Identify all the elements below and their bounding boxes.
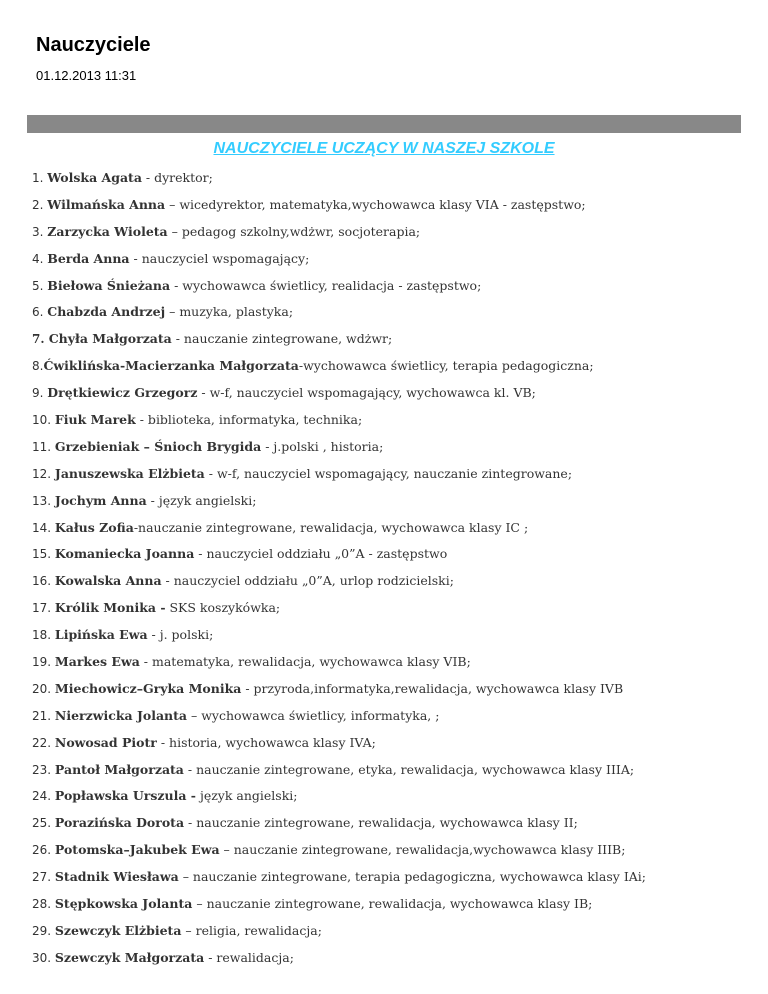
teacher-number: 1. bbox=[32, 171, 48, 185]
teacher-name: Chabzda Andrzej bbox=[47, 304, 166, 320]
teacher-item bbox=[32, 703, 752, 730]
teacher-item bbox=[32, 246, 752, 273]
teacher-number: 23. bbox=[32, 762, 55, 777]
teacher-item bbox=[32, 353, 752, 380]
teacher-name: Januszewska Elżbieta bbox=[54, 465, 205, 481]
teacher-item bbox=[32, 192, 752, 219]
teacher-role: - wychowawca świetlicy, realidacja - zastępstwo; bbox=[170, 277, 482, 293]
teacher-name: Stępkowska Jolanta bbox=[54, 896, 193, 912]
teacher-name: Wolska Agata bbox=[47, 170, 142, 185]
teacher-number: 30. bbox=[32, 950, 55, 965]
teacher-item bbox=[32, 380, 752, 407]
teacher-number: 5. bbox=[32, 278, 48, 293]
teacher-name: Markes Ewa bbox=[54, 654, 140, 670]
teacher-role: - nauczyciel oddziału „0”A, urlop rodzicielski; bbox=[161, 573, 454, 589]
teacher-item bbox=[32, 622, 752, 649]
teacher-number: 28. bbox=[32, 897, 55, 912]
teacher-item bbox=[32, 541, 752, 568]
teacher-name: Biełowa Śnieżana bbox=[47, 277, 171, 293]
teacher-role: – nauczanie zintegrowane, rewalidacja, wychowawca klasy IB; bbox=[192, 896, 593, 912]
teacher-item bbox=[32, 407, 752, 434]
divider-bar bbox=[27, 115, 741, 133]
teacher-item bbox=[32, 837, 752, 864]
teacher-number: 20. bbox=[32, 681, 55, 696]
publish-date: 01.12.2013 11:31 bbox=[36, 68, 137, 83]
teacher-role: – pedagog szkolny,wdżwr, socjoterapia; bbox=[167, 223, 421, 239]
teacher-item bbox=[32, 783, 752, 810]
teacher-item bbox=[32, 864, 752, 891]
teacher-number: 4. bbox=[32, 251, 48, 266]
teacher-role: - nauczyciel oddziału „0”A - zastępstwo bbox=[194, 546, 448, 562]
teacher-role: – wychowawca świetlicy, informatyka, ; bbox=[187, 707, 440, 723]
teacher-name: Komaniecka Joanna bbox=[54, 546, 195, 562]
teacher-name: Potomska–Jakubek Ewa bbox=[54, 842, 220, 858]
teacher-number: 10. bbox=[32, 413, 55, 428]
teacher-item bbox=[32, 918, 752, 945]
teacher-number: 2. bbox=[32, 197, 48, 212]
teacher-name: Nierzwicka Jolanta bbox=[54, 707, 188, 723]
section-heading: NAUCZYCIELE UCZĄCY W NASZEJ SZKOLE bbox=[213, 140, 555, 157]
teacher-item bbox=[32, 165, 752, 192]
teacher-item bbox=[32, 219, 752, 246]
teacher-role: - matematyka, rewalidacja, wychowawca klasy VIB; bbox=[139, 654, 471, 670]
teacher-number: 18. bbox=[32, 628, 55, 643]
teacher-role: – nauczanie zintegrowane, terapia pedagogiczna, wychowawca klasy IAi; bbox=[178, 869, 647, 885]
teacher-name: Ćwiklińska-Macierzanka Małgorzata bbox=[43, 358, 299, 374]
teacher-name: Grzebieniak – Śnioch Brygida bbox=[54, 438, 262, 454]
teacher-name: Nowosad Piotr bbox=[54, 734, 157, 750]
teacher-role: - nauczanie zintegrowane, etyka, rewalidacja, wychowawca klasy IIIA; bbox=[183, 761, 635, 777]
teacher-item bbox=[32, 757, 752, 784]
teacher-number: 24. bbox=[32, 789, 55, 804]
teacher-number: 17. bbox=[32, 601, 55, 616]
teacher-role: – nauczanie zintegrowane, rewalidacja,wychowawca klasy IIIB; bbox=[219, 842, 626, 858]
teacher-number: 26. bbox=[32, 843, 55, 858]
teacher-item bbox=[32, 434, 752, 461]
teacher-name: Pantoł Małgorzata bbox=[54, 761, 184, 777]
page-title: Nauczyciele bbox=[36, 34, 151, 56]
teacher-role: - w-f, nauczyciel wspomagający, nauczanie zintegrowane; bbox=[204, 465, 573, 481]
teacher-name: Kowalska Anna bbox=[54, 573, 162, 589]
teacher-name: Zarzycka Wioleta bbox=[47, 223, 168, 239]
teacher-name: Szewczyk Małgorzata bbox=[54, 949, 205, 965]
teacher-number: 11. bbox=[32, 439, 55, 454]
teacher-number: 25. bbox=[32, 816, 55, 831]
teacher-name: Szewczyk Elżbieta bbox=[54, 922, 182, 938]
teacher-name: Porazińska Dorota bbox=[54, 815, 185, 831]
teacher-role: - nauczanie zintegrowane, wdżwr; bbox=[171, 331, 393, 347]
teacher-item bbox=[32, 299, 752, 326]
teacher-item bbox=[32, 891, 752, 918]
teacher-number: 16. bbox=[32, 574, 55, 589]
teacher-name: Berda Anna bbox=[47, 250, 130, 266]
teacher-role: SKS koszykówka; bbox=[165, 600, 281, 616]
teacher-role: - przyroda,informatyka,rewalidacja, wychowawca klasy IVB bbox=[241, 680, 624, 696]
teacher-role: – religia, rewalidacja; bbox=[181, 922, 322, 938]
teacher-role: - nauczanie zintegrowane, rewalidacja, wychowawca klasy II; bbox=[184, 815, 578, 831]
teacher-role: - nauczyciel wspomagający; bbox=[129, 250, 310, 266]
teacher-number: 9. bbox=[32, 386, 48, 401]
teacher-number: 27. bbox=[32, 870, 55, 885]
teacher-item bbox=[32, 945, 752, 972]
teacher-role: – wicedyrektor, matematyka,wychowawca klasy VIA - zastępstwo; bbox=[165, 196, 586, 212]
teacher-number: 15. bbox=[32, 547, 55, 562]
teacher-number: 21. bbox=[32, 708, 55, 723]
teacher-role: - rewalidacja; bbox=[204, 949, 294, 965]
teacher-list bbox=[32, 165, 752, 972]
teacher-item bbox=[32, 515, 752, 542]
teacher-number: 14. bbox=[32, 520, 55, 535]
teacher-role: - j.polski , historia; bbox=[261, 438, 384, 454]
teacher-role: – muzyka, plastyka; bbox=[165, 304, 294, 320]
teacher-item bbox=[32, 810, 752, 837]
teacher-item bbox=[32, 273, 752, 300]
teacher-role: -wychowawca świetlicy, terapia pedagogiczna; bbox=[298, 358, 594, 374]
teacher-name: Jochym Anna bbox=[54, 492, 147, 508]
teacher-name: Królik Monika - bbox=[54, 600, 166, 616]
teacher-number: 3. bbox=[32, 224, 48, 239]
teacher-number: 19. bbox=[32, 655, 55, 670]
teacher-name: Popławska Urszula - bbox=[54, 788, 196, 804]
teacher-name: Chyła Małgorzata bbox=[48, 331, 172, 347]
teacher-role: - biblioteka, informatyka, technika; bbox=[135, 412, 363, 428]
teacher-number: 6. bbox=[32, 305, 48, 320]
teacher-role: - historia, wychowawca klasy IVA; bbox=[156, 734, 376, 750]
teacher-name: Fiuk Marek bbox=[54, 412, 136, 428]
teacher-name: Kałus Zofia bbox=[54, 519, 134, 535]
teacher-name: Lipińska Ewa bbox=[54, 627, 148, 643]
teacher-number: 7. bbox=[32, 332, 49, 347]
teacher-number: 8. bbox=[32, 359, 44, 374]
teacher-item bbox=[32, 649, 752, 676]
teacher-role: - w-f, nauczyciel wspomagający, wychowawca kl. VB; bbox=[197, 385, 536, 401]
teacher-number: 13. bbox=[32, 493, 55, 508]
teacher-item bbox=[32, 488, 752, 515]
teacher-role: język angielski; bbox=[195, 788, 298, 804]
teacher-name: Miechowicz–Gryka Monika bbox=[54, 680, 242, 696]
teacher-item bbox=[32, 568, 752, 595]
teacher-item bbox=[32, 461, 752, 488]
teacher-item bbox=[32, 326, 752, 353]
teacher-number: 22. bbox=[32, 735, 55, 750]
teacher-number: 29. bbox=[32, 923, 55, 938]
teacher-item bbox=[32, 730, 752, 757]
teacher-role: -nauczanie zintegrowane, rewalidacja, wychowawca klasy IC ; bbox=[133, 519, 529, 535]
teacher-number: 12. bbox=[32, 466, 55, 481]
teacher-item bbox=[32, 595, 752, 622]
teacher-name: Wilmańska Anna bbox=[47, 196, 166, 212]
teacher-name: Drętkiewicz Grzegorz bbox=[47, 385, 198, 401]
teacher-name: Stadnik Wiesława bbox=[54, 869, 179, 885]
teacher-role: - język angielski; bbox=[146, 492, 257, 508]
teacher-role: - j. polski; bbox=[147, 627, 214, 643]
teacher-role: - dyrektor; bbox=[141, 170, 213, 185]
teacher-item bbox=[32, 676, 752, 703]
